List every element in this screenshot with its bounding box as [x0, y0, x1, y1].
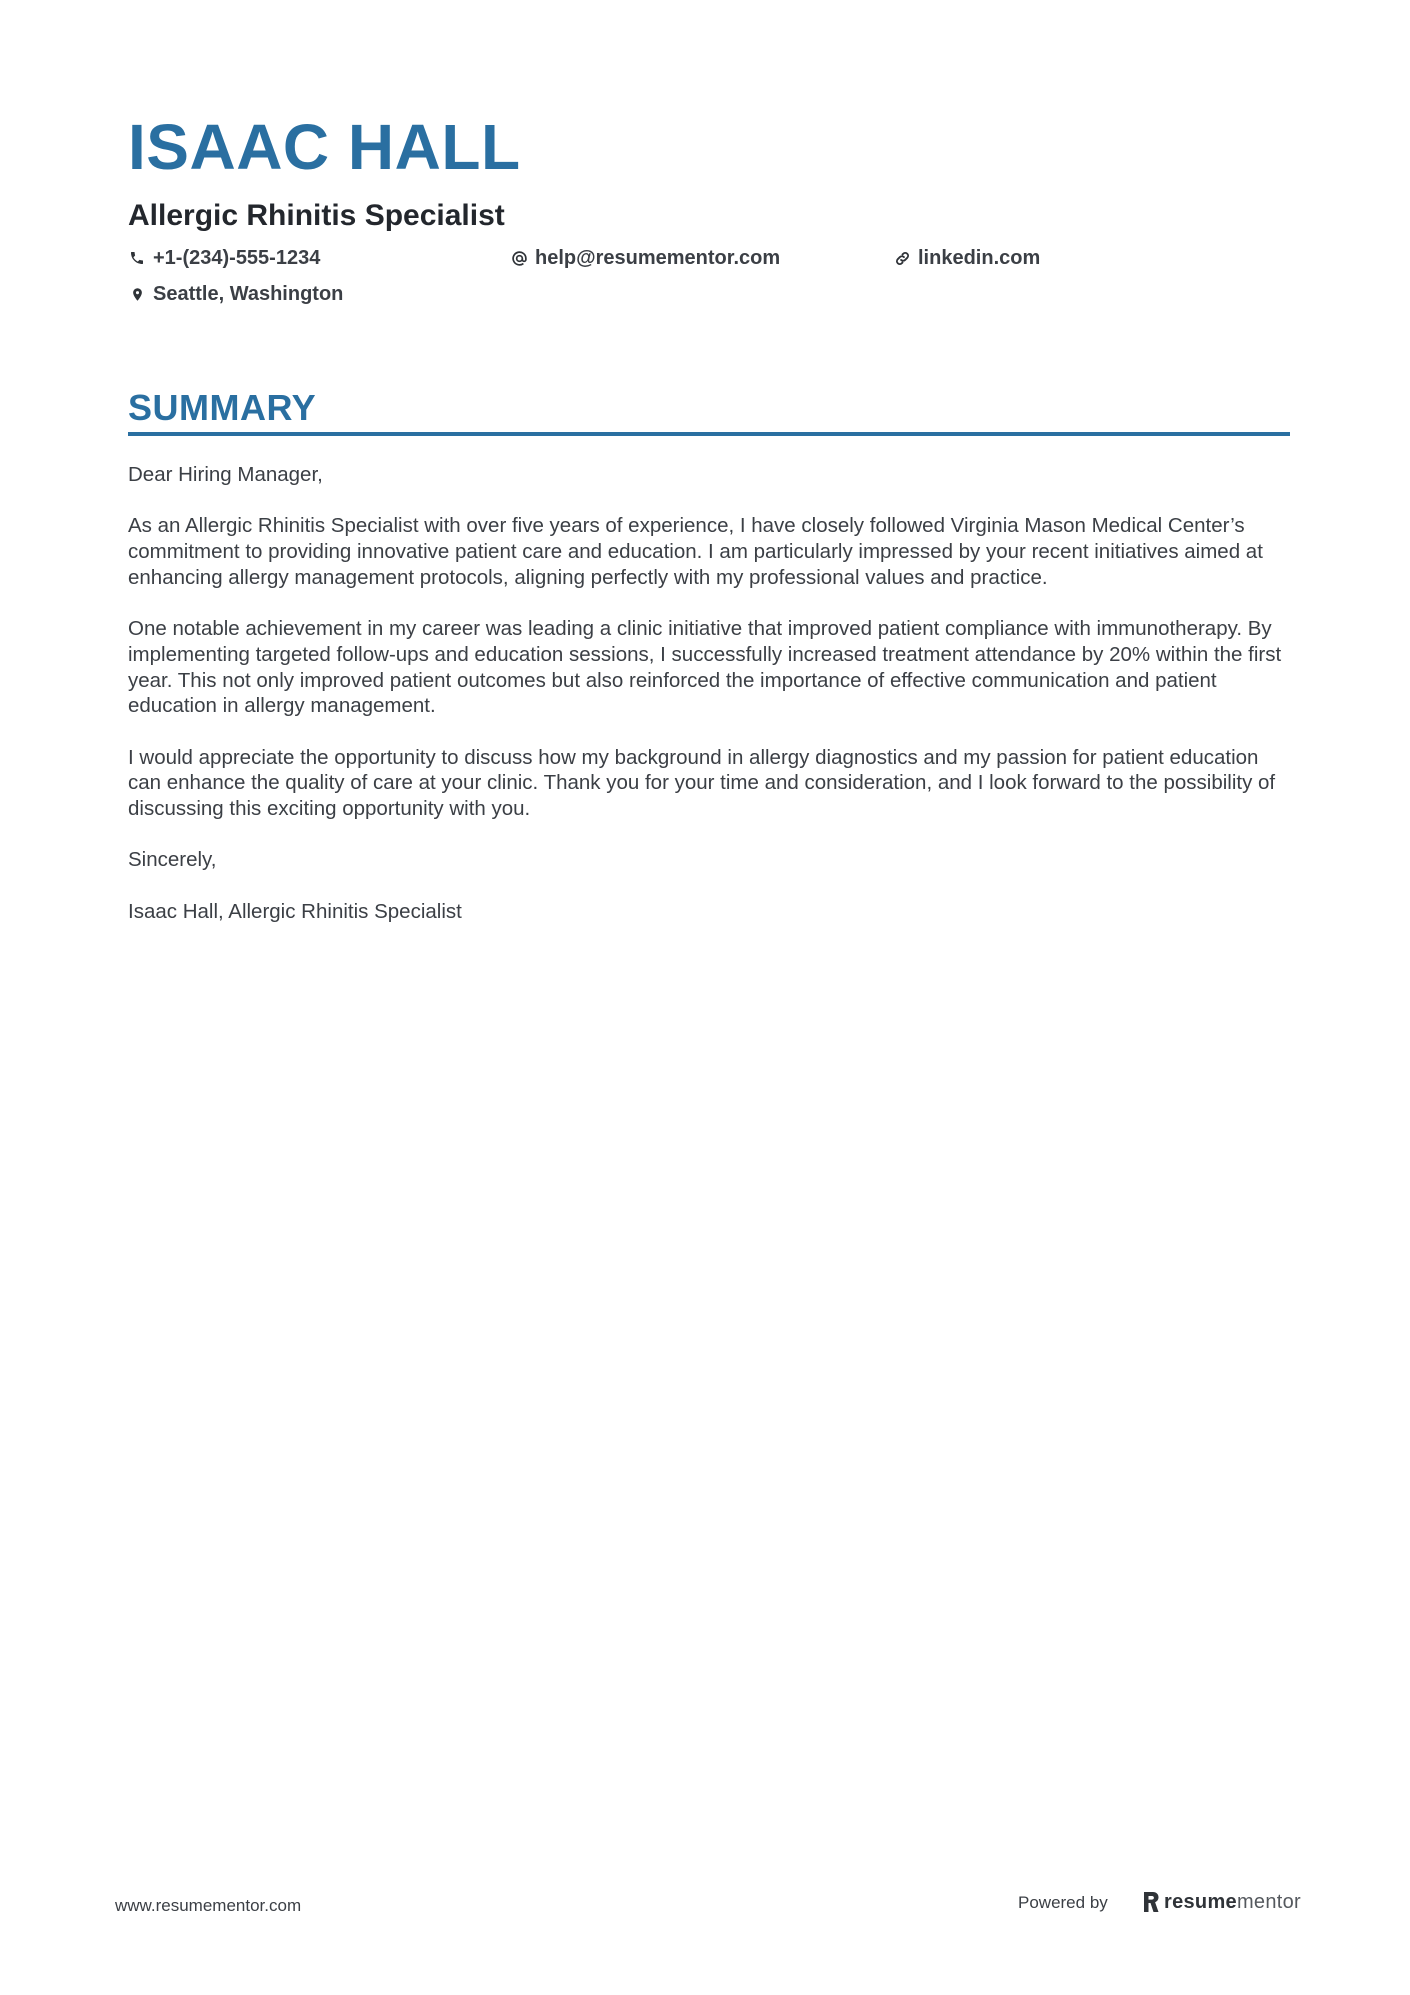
- section-divider: [128, 432, 1290, 436]
- letter-salutation: Dear Hiring Manager,: [128, 463, 323, 486]
- contact-email[interactable]: [510, 244, 780, 272]
- contact-location: [128, 280, 343, 308]
- phone-icon: [128, 249, 146, 267]
- contact-phone: [128, 244, 320, 272]
- contact-info: [128, 244, 1288, 316]
- section-title: SUMMARY: [128, 387, 317, 428]
- letter-body: [128, 462, 1290, 925]
- header: [128, 108, 1288, 316]
- powered-by-label: Powered by: [1018, 1893, 1108, 1912]
- letter-paragraph: As an Allergic Rhinitis Specialist with over five years of experience, I have closely followed Virginia Mason Medical Center’s commitment to providing innovative patient care and education. I am particularly impressed by your recent initiatives aimed at enhancing allergy management protocols, aligning perfectly with my professional values and practice.: [128, 514, 1263, 589]
- brand-text-light: mentor: [1236, 1890, 1301, 1913]
- map-pin-icon: [128, 285, 146, 303]
- brand-text-bold: resume: [1164, 1890, 1237, 1913]
- at-icon: [510, 249, 528, 267]
- letter-paragraph: I would appreciate the opportunity to discuss how my background in allergy diagnostics and my passion for patient education can enhance the quality of care at your clinic. Thank you for your time and consideration, and I look forward to the possibility of discussing this exciting opportunity with you.: [128, 745, 1276, 821]
- brand-text: [1164, 1891, 1301, 1914]
- contact-link[interactable]: [893, 244, 1040, 272]
- letter-paragraph: One notable achievement in my career was leading a clinic initiative that improved patient compliance with immunotherapy. By implementing targeted follow-ups and education sessions, I successfully increased treatment attendance by 20% within the first year. This not only improved patient outcomes but also reinforced the importance of effective communication and patient education in allergy management.: [128, 617, 1282, 718]
- phone-text: +1-(234)-555-1234: [153, 246, 321, 269]
- email-text: help@resumementor.com: [535, 246, 781, 269]
- link-icon: [893, 249, 911, 267]
- letter-signature: Isaac Hall, Allergic Rhinitis Specialist: [128, 899, 462, 923]
- letter-closing: Sincerely,: [128, 848, 217, 872]
- brand-logo: [1142, 1887, 1301, 1917]
- summary-section: [128, 386, 1290, 950]
- candidate-name: ISAAC HALL: [128, 111, 521, 183]
- resumementor-logo-icon: [1142, 1891, 1160, 1913]
- footer-url[interactable]: www.resumementor.com: [115, 1896, 302, 1915]
- link-text: linkedin.com: [918, 246, 1041, 269]
- location-text: Seattle, Washington: [153, 282, 344, 305]
- job-title: Allergic Rhinitis Specialist: [128, 199, 505, 232]
